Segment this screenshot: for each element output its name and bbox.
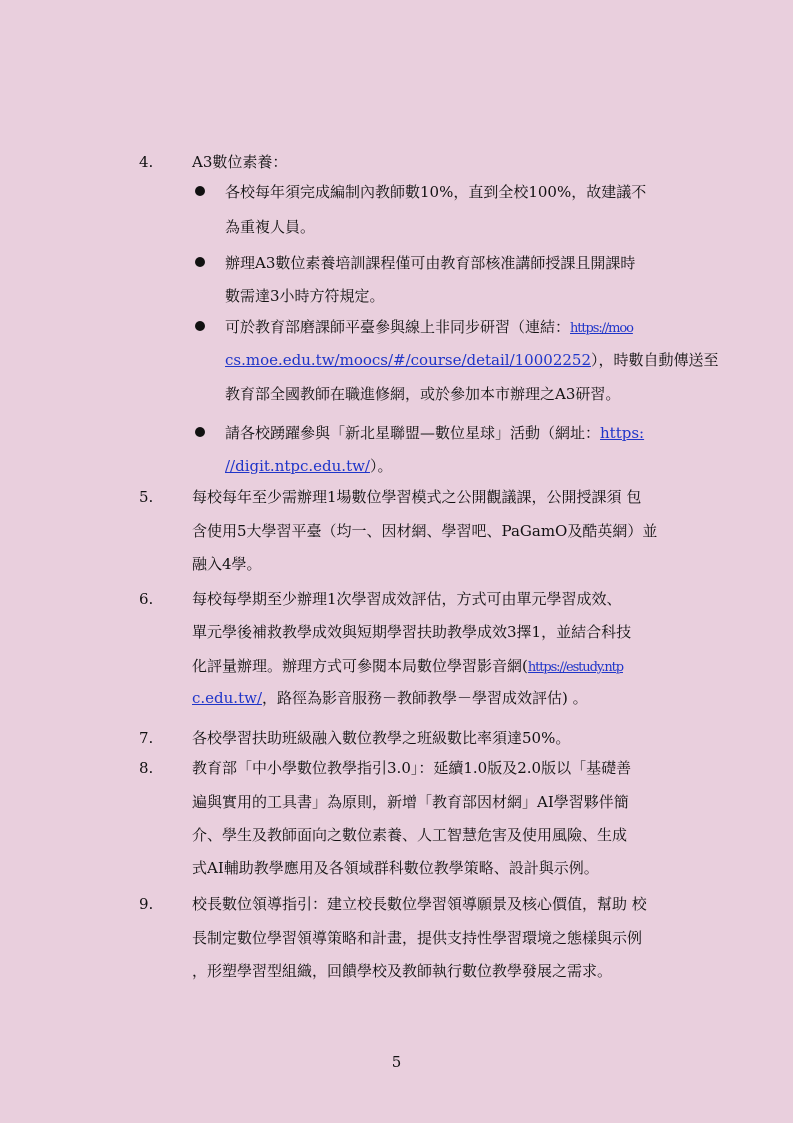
item-text: 含使用5大學習平臺（均一、因材網、學習吧、PaGamO及酷英網）並	[192, 522, 658, 540]
bullet-text	[225, 423, 644, 443]
bullet-dot	[195, 186, 205, 196]
item-number: 8.	[139, 759, 154, 777]
item-text-part: 化評量辦理。辦理方式可參閱本局數位學習影音網(	[192, 657, 528, 675]
item-number: 9.	[139, 895, 154, 913]
bullet-text: 為重複人員。	[225, 218, 316, 236]
item-number: 6.	[139, 590, 154, 608]
item-text: 遍與實用的工具書」為原則，新增「教育部因材網」AI學習夥伴簡	[192, 793, 629, 811]
item-text: 教育部「中小學數位教學指引3.0」：延續1.0版及2.0版以「基礎善	[192, 759, 632, 777]
moocs-link-continued[interactable]: cs.moe.edu.tw/moocs/#/course/detail/10002252	[225, 351, 591, 369]
item-text: 每校每年至少需辦理1場數位學習模式之公開觀議課，公開授課須 包	[192, 488, 642, 506]
item-text: 各校學習扶助班級融入數位教學之班級數比率須達50%。	[192, 729, 571, 747]
item-number: 4.	[139, 153, 154, 171]
bullet-text-pre: 請各校踴躍參與「新北星聯盟—數位星球」活動（網址：	[225, 424, 601, 442]
bullet-dot	[195, 257, 205, 267]
moocs-link[interactable]: https://moo	[570, 321, 633, 336]
item-text	[192, 688, 588, 708]
item-text: 每校每學期至少辦理1次學習成效評估，方式可由單元學習成效、	[192, 590, 622, 608]
bullet-dot	[195, 427, 205, 437]
bullet-dot	[195, 321, 205, 331]
bullet-text	[225, 350, 719, 370]
item-text: 介、學生及教師面向之數位素養、人工智慧危害及使用風險、生成	[192, 826, 628, 844]
digit-link[interactable]: https:	[600, 424, 645, 442]
item-text: 長制定數位學習領導策略和計畫，提供支持性學習環境之態樣與示例	[192, 929, 643, 947]
item-number: 7.	[139, 729, 154, 747]
item-text: 融入4學。	[192, 555, 262, 573]
bullet-text: 各校每年須完成編制內教師數10%，直到全校100%，故建議不	[225, 183, 647, 201]
bullet-text-post: ），時數自動傳送至	[591, 351, 719, 369]
bullet-text: 辦理A3數位素養培訓課程僅可由教育部核准講師授課且開課時	[225, 254, 636, 272]
item-text: 校長數位領導指引：建立校長數位學習領導願景及核心價值，幫助 校	[192, 895, 647, 913]
bullet-text	[225, 456, 393, 476]
estudy-link[interactable]: https://estudy.ntp	[527, 660, 623, 675]
bullet-text-post: ）。	[370, 457, 393, 475]
bullet-text	[225, 317, 633, 339]
digit-link-continued[interactable]: //digit.ntpc.edu.tw/	[225, 457, 370, 475]
bullet-text: 教育部全國教師在職進修網，或於參加本市辦理之A3研習。	[225, 385, 621, 403]
bullet-text-pre: 可於教育部磨課師平臺參與線上非同步研習（連結：	[225, 318, 571, 336]
item-text: 單元學後補救教學成效與短期學習扶助教學成效3擇1，並結合科技	[192, 623, 632, 641]
item-text: 式AI輔助教學應用及各領域群科數位教學策略、設計與示例。	[192, 859, 599, 877]
item-text	[192, 656, 623, 678]
bullet-text: 數需達3小時方符規定。	[225, 287, 385, 305]
item-text-tail: ，路徑為影音服務－教師教學－學習成效評估) 。	[262, 689, 588, 707]
item-number: 5.	[139, 488, 154, 506]
page-number: 5	[391, 1053, 402, 1071]
estudy-link-continued[interactable]: c.edu.tw/	[192, 689, 262, 707]
item-text: ，形塑學習型組織，回饋學校及教師執行數位教學發展之需求。	[192, 962, 613, 980]
item-heading: A3數位素養：	[192, 153, 288, 171]
